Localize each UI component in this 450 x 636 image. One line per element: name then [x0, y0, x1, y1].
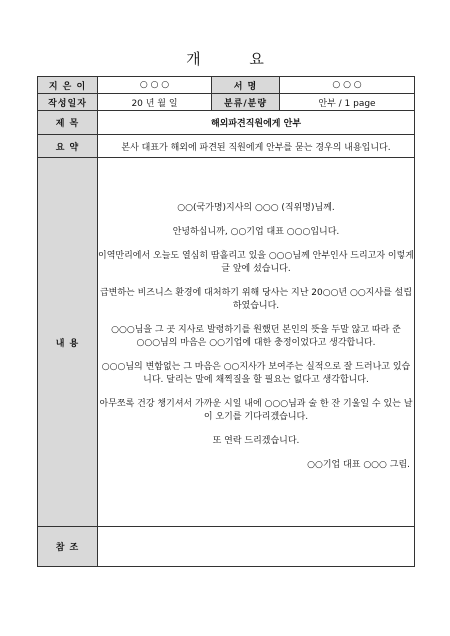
reference-row [38, 527, 415, 567]
reference-value [98, 527, 415, 567]
content-greeting: ○○(국가명)지사의 ○○○ (직위명)님께. [177, 202, 335, 213]
author-value: ○ ○ ○ [98, 77, 212, 94]
reference-label: 참 조 [38, 527, 98, 567]
date-value: 20 년 월 일 [98, 94, 212, 111]
summary-label: 요 약 [38, 135, 98, 158]
author-label: 지 은 이 [38, 77, 98, 94]
signature-label: 서 명 [212, 77, 280, 94]
content-paragraph-7: 또 연락 드리겠습니다. [212, 435, 300, 446]
summary-row [38, 135, 415, 158]
content-body [98, 158, 415, 527]
date-label: 작성일자 [38, 94, 98, 111]
summary-value: 본사 대표가 해외에 파견된 직원에게 안부를 묻는 경우의 내용입니다. [98, 135, 415, 158]
overview-form-table [37, 76, 415, 567]
document-title: 개 요 [186, 50, 286, 68]
subject-label: 제 목 [38, 111, 98, 135]
content-signoff: ○○기업 대표 ○○○ 그림. [307, 459, 410, 470]
content-paragraph-4: ○○○님을 그 곳 지사로 발령하기를 원했던 본인의 뜻을 두말 않고 따라 준 ○○○님의 마음은 ○○기업에 대한 충정이었다고 생각합니다. [111, 324, 401, 348]
content-paragraph-5: ○○○님의 변함없는 그 마음은 ○○지사가 보여주는 실적으로 잘 드러나고 있습니다. 달리는 말에 채찍질을 할 필요는 없다고 생각합니다. [101, 361, 411, 385]
category-label: 분류/분량 [212, 94, 280, 111]
content-paragraph-3: 급변하는 비즈니스 환경에 대처하기 위해 당사는 지난 20○○년 ○○지사를 설립하였습니다. [99, 287, 413, 311]
category-value: 안부 / 1 page [280, 94, 415, 111]
author-row [38, 77, 415, 94]
signature-value: ○ ○ ○ [280, 77, 415, 94]
date-row [38, 94, 415, 111]
subject-value: 해외파견직원에게 안부 [98, 111, 415, 135]
content-label: 내 용 [38, 158, 98, 527]
subject-row [38, 111, 415, 135]
content-paragraph-6: 아무쪼록 건강 챙기셔서 가까운 시일 내에 ○○○님과 술 한 잔 기울일 수 있는 날이 오기를 기다리겠습니다. [99, 398, 413, 422]
content-paragraph-2: 이역만리에서 오늘도 열심히 땀흘리고 있을 ○○○님께 안부인사 드리고자 이렇게 글 앞에 섰습니다. [98, 250, 414, 274]
content-row [38, 158, 415, 527]
content-paragraph-1: 안녕하십니까, ○○기업 대표 ○○○입니다. [172, 226, 340, 237]
